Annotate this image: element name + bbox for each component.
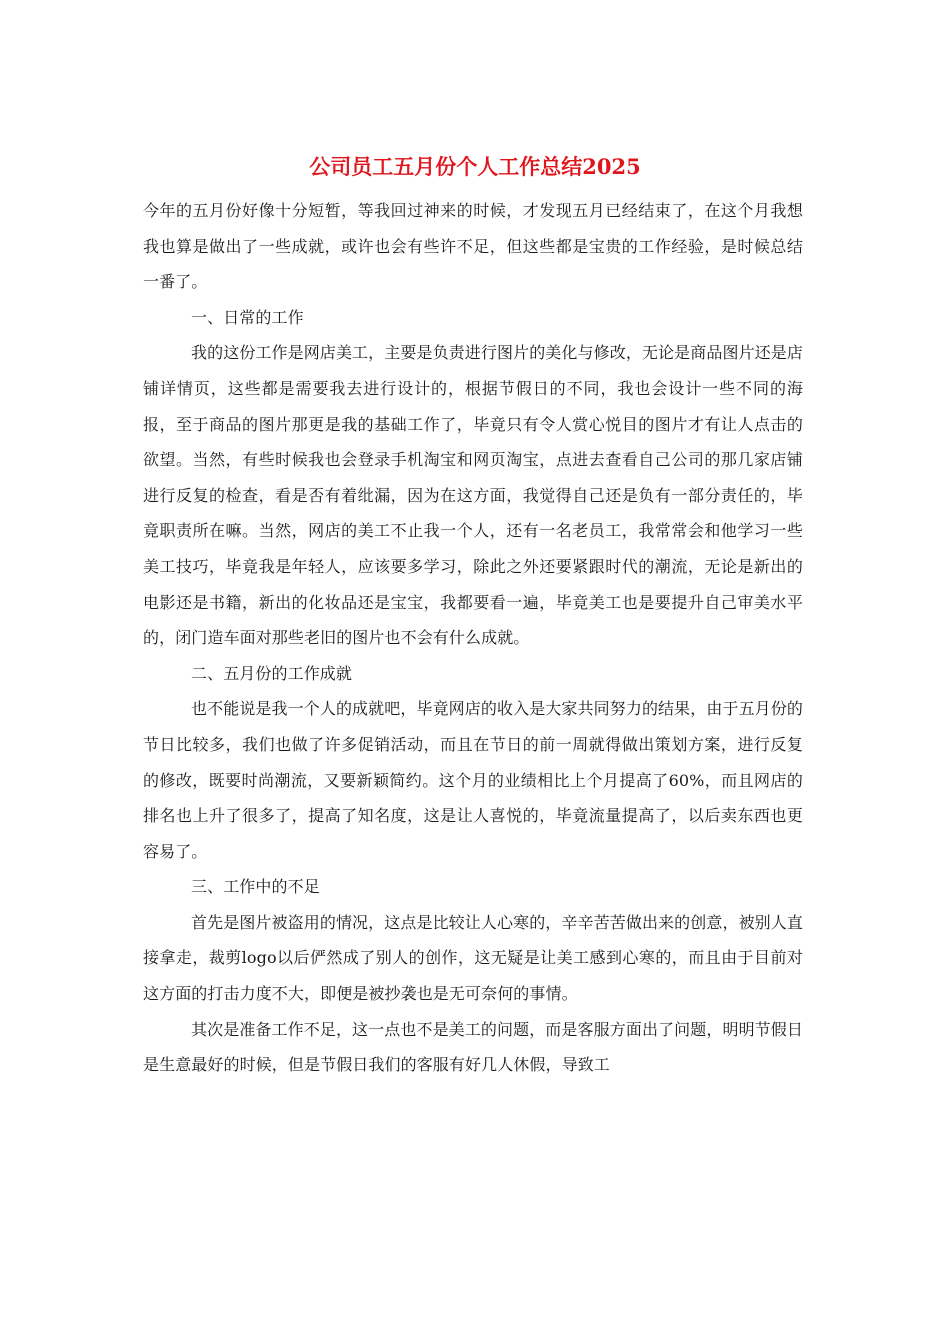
- paragraph-daily-work: 我的这份工作是网店美工，主要是负责进行图片的美化与修改，无论是商品图片还是店铺详情页，这些都是需要我去进行设计的，根据节假日的不同，我也会设计一些不同的海报，至于商品的图片那更是我的基础工作了，毕竟只有令人赏心悦目的图片才有让人点击的欲望。当然，有些时候我也会登录手机淘宝和网页淘宝，点进去查看自己公司的那几家店铺进行反复的检查，看是否有着纰漏，因为在这方面，我觉得自己还是负有一部分责任的，毕竟职责所在嘛。当然，网店的美工不止我一个人，还有一名老员工，我常常会和他学习一些美工技巧，毕竟我是年轻人，应该要多学习，除此之外还要紧跟时代的潮流，无论是新出的电影还是书籍，新出的化妆品还是宝宝，我都要看一遍，毕竟美工也是要提升自己审美水平的，闭门造车面对那些老旧的图片也不会有什么成就。: [143, 343, 803, 648]
- section-heading-daily-work: 一、日常的工作: [191, 307, 304, 327]
- document-title: 公司员工五月份个人工作总结2025: [309, 154, 641, 179]
- document-body: [143, 193, 803, 1083]
- paragraph-intro: 今年的五月份好像十分短暂，等我回过神来的时候，才发现五月已经结束了，在这个月我想我也算是做出了一些成就，或许也会有些许不足，但这些都是宝贵的工作经验，是时候总结一番了。: [143, 201, 803, 292]
- paragraph-image-theft: 首先是图片被盗用的情况，这点是比较让人心寒的，辛辛苦苦做出来的创意，被别人直接拿走，裁剪logo以后俨然成了别人的创作，这无疑是让美工感到心寒的，而且由于目前对这方面的打击力度不大，即便是被抄袭也是无可奈何的事情。: [143, 912, 803, 1004]
- section-heading-shortcomings: 三、工作中的不足: [191, 877, 320, 897]
- section-heading-achievements: 二、五月份的工作成就: [191, 663, 353, 683]
- paragraph-achievements: 也不能说是我一个人的成就吧，毕竟网店的收入是大家共同努力的结果，由于五月份的节日比较多，我们也做了许多促销活动，而且在节日的前一周就得做出策划方案，进行反复的修改，既要时尚潮流，又要新颖简约。这个月的业绩相比上个月提高了60%，而且网店的排名也上升了很多了，提高了知名度，这是让人喜悦的，毕竟流量提高了，以后卖东西也更容易了。: [143, 699, 803, 861]
- paragraph-preparation: 其次是准备工作不足，这一点也不是美工的问题，而是客服方面出了问题，明明节假日是生意最好的时候，但是节假日我们的客服有好几人休假，导致工: [143, 1019, 803, 1075]
